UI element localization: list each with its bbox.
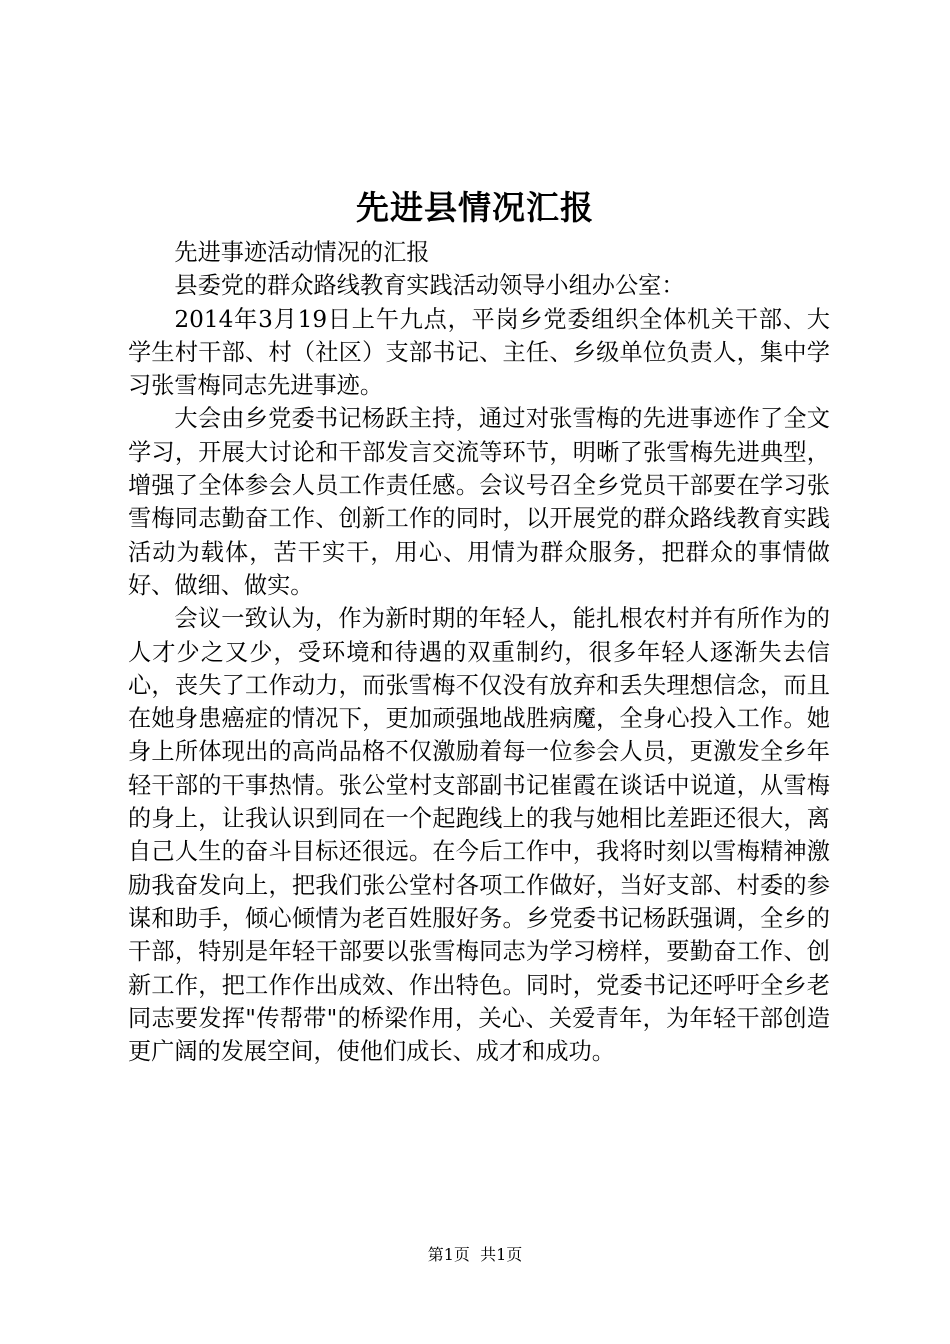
- addressee-paragraph: 县委党的群众路线教育实践活动领导小组办公室：: [174, 272, 685, 300]
- body-paragraph-3: 会议一致认为，作为新时期的年轻人，能扎根农村并有所作为的人才少之又少，受环境和待遇的双重制约，很多年轻人逐渐失去信心，丧失了工作动力，而张雪梅不仅没有放弃和丢失理想信念，而且在她身患癌症的情况下，更加顽强地战胜病魔，全身心投入工作。她身上所体现出的高尚品格不仅激励着每一位参会人员，更激发全乡年轻干部的干事热情。张公堂村支部副书记崔霞在谈话中说道，从雪梅的身上，让我认识到同在一个起跑线上的我与她相比差距还很大，离自己人生的奋斗目标还很远。在今后工作中，我将时刻以雪梅精神激励我奋发向上，把我们张公堂村各项工作做好，当好支部、村委的参谋和助手，倾心倾情为老百姓服好务。乡党委书记杨跃强调，全乡的干部，特别是年轻干部要以张雪梅同志为学习榜样，要勤奋工作、创新工作，把工作作出成效、作出特色。同时，党委书记还呼吁全乡老同志要发挥"传帮带"的桥梁作用，关心、关爱青年，为年轻干部创造更广阔的发展空间，使他们成长、成才和成功。: [128, 605, 830, 1066]
- subtitle-paragraph: 先进事迹活动情况的汇报: [174, 239, 430, 266]
- body-paragraph-2: 大会由乡党委书记杨跃主持，通过对张雪梅的先进事迹作了全文学习，开展大讨论和干部发言交流等环节，明晰了张雪梅先进典型，增强了全体参会人员工作责任感。会议号召全乡党员干部要在学习张雪梅同志勤奋工作、创新工作的同时，以开展党的群众路线教育实践活动为载体，苦干实干，用心、用情为群众服务，把群众的事情做好、做细、做实。: [128, 405, 830, 599]
- document-title: 先进县情况汇报: [356, 188, 594, 227]
- body-paragraph-1: 2014年3月19日上午九点，平岗乡党委组织全体机关干部、大学生村干部、村（社区）支部书记、主任、乡级单位负责人，集中学习张雪梅同志先进事迹。: [128, 305, 830, 400]
- document-body: [128, 236, 830, 1068]
- page-footer: 第1页 共1页: [427, 1245, 523, 1264]
